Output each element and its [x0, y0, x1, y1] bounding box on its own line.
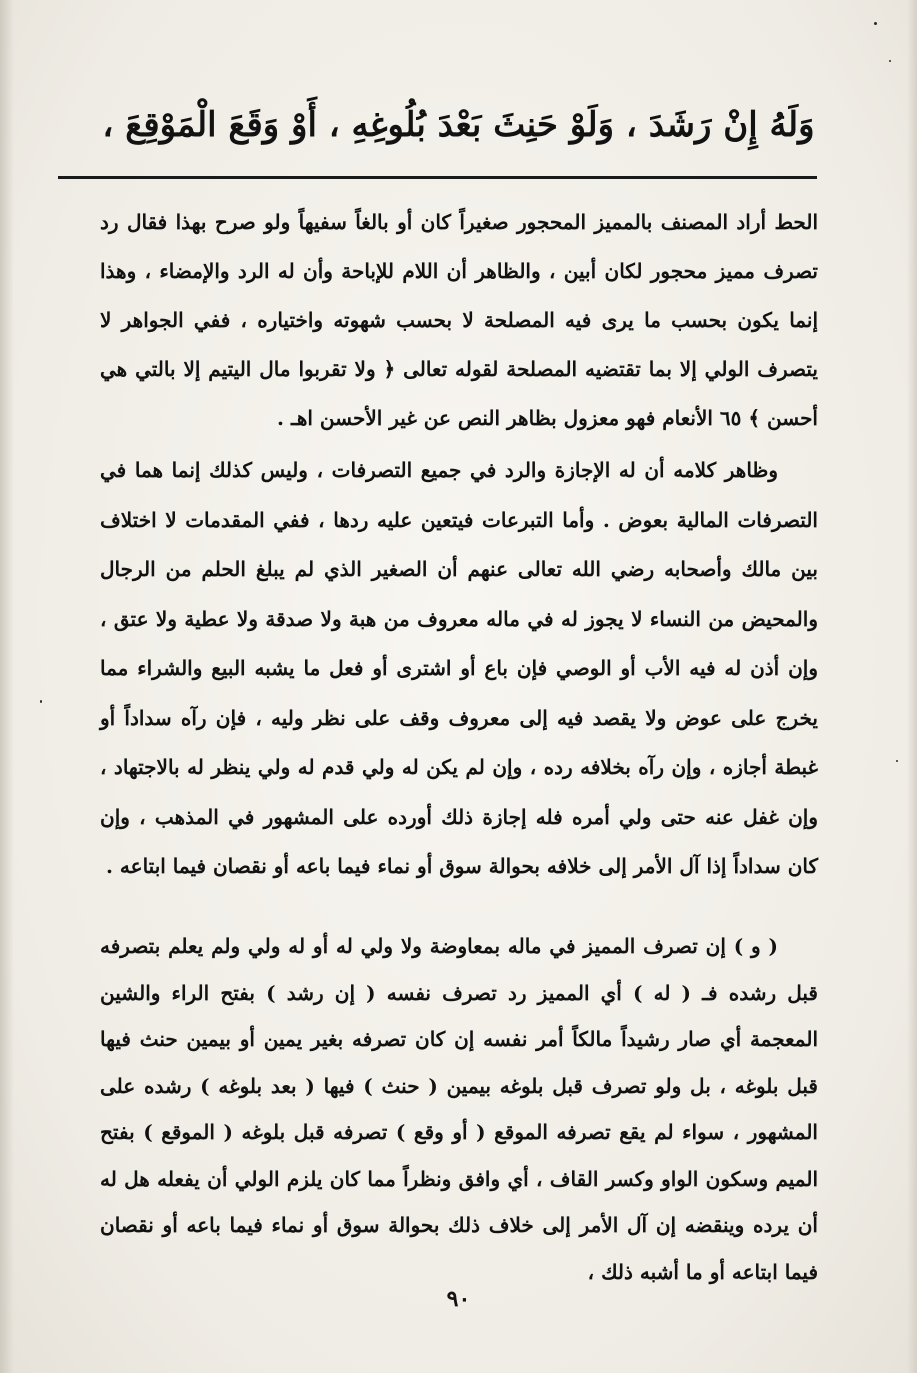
header-divider — [58, 176, 817, 179]
page-edge-shadow-right — [907, 0, 917, 1373]
commentary-paragraph-1: الحط أراد المصنف بالمميز المحجور صغيراً كان أو بالغاً سفيهاً ولو صرح بهذا فقال رد تصرف مميز محجور لكان أبين ، والظاهر أن اللام للإباحة وأن له الرد والإمضاء ، وهذا إنما يكون بحسب ما يرى فيه المصلحة لا بحسب شهوته واختياره ، ففي الجواهر لا يتصرف الولي إلا بما تقتضيه المصلحة لقوله تعالى ﴿ ولا تقربوا مال اليتيم إلا بالتي هي أحسن ﴾ ٦٥ الأنعام فهو معزول بظاهر النص عن غير الأحسن اهـ . — [100, 210, 818, 430]
page-header-title: وَلَهُ إِنْ رَشَدَ ، وَلَوْ حَنِثَ بَعْدَ بُلُوغِهِ ، أَوْ وَقَعَ الْمَوْقِعَ ، — [102, 105, 815, 145]
scan-speck — [889, 60, 891, 62]
scan-speck — [896, 760, 898, 762]
scan-speck — [40, 700, 42, 703]
commentary-paragraph-2: وظاهر كلامه أن له الإجازة والرد في جميع التصرفات ، وليس كذلك إنما هما في التصرفات المالية بعوض . وأما التبرعات فيتعين عليه ردها ، ففي المقدمات لا اختلاف بين مالك وأصحابه رضي الله تعالى عنهم أن الصغير الذي لم يبلغ الحلم من الرجال والمحيض من النساء لا يجوز له في ماله معروف من هبة ولا صدقة ولا عطية ولا عتق ، وإن أذن له فيه الأب أو الوصي فإن باع أو اشترى أو فعل ما يشبه البيع والشراء مما يخرج على عوض ولا يقصد فيه إلى معروف وقف على نظر وليه ، فإن رآه سداداً أو غبطة أجازه ، وإن رآه بخلافه رده ، وإن لم يكن له ولي قدم له ولي ينظر له بالاجتهاد ، وإن غفل عنه حتى ولي أمره فله إجازة ذلك أورده على المشهور في المذهب ، وإن كان سداداً إذا آل الأمر إلى خلافه بحوالة سوق أو نماء فيما باعه أو نقصان فيما ابتاعه . — [100, 458, 818, 878]
scan-speck — [874, 22, 877, 25]
page-number: ٩٠ — [446, 1286, 471, 1312]
page-edge-shadow-left — [0, 0, 14, 1373]
commentary-paragraph-3: ( و ) إن تصرف المميز في ماله بمعاوضة ولا ولي له أو له ولي ولم يعلم بتصرفه قبل رشده فـ ( له ) أي المميز رد تصرف نفسه ( إن رشد ) بفتح الراء والشين المعجمة أي صار رشيداً مالكاً أمر نفسه إن كان تصرفه بغير يمين أو بيمين حنث فيها قبل بلوغه ، بل ولو تصرف قبل بلوغه بيمين ( حنث ) فيها ( بعد بلوغه ) رشده على المشهور ، سواء لم يقع تصرفه الموقع ( أو وقع ) تصرفه قبل بلوغه ( الموقع ) بفتح الميم وسكون الواو وكسر القاف ، أي وافق ونظراً مما كان يلزم الولي أن يفعله هل له أن يرده وينقضه إن آل الأمر إلى خلاف ذلك بحوالة سوق أو نماء فيما باعه أو نقصان فيما ابتاعه أو ما أشبه ذلك ، — [100, 934, 818, 1284]
